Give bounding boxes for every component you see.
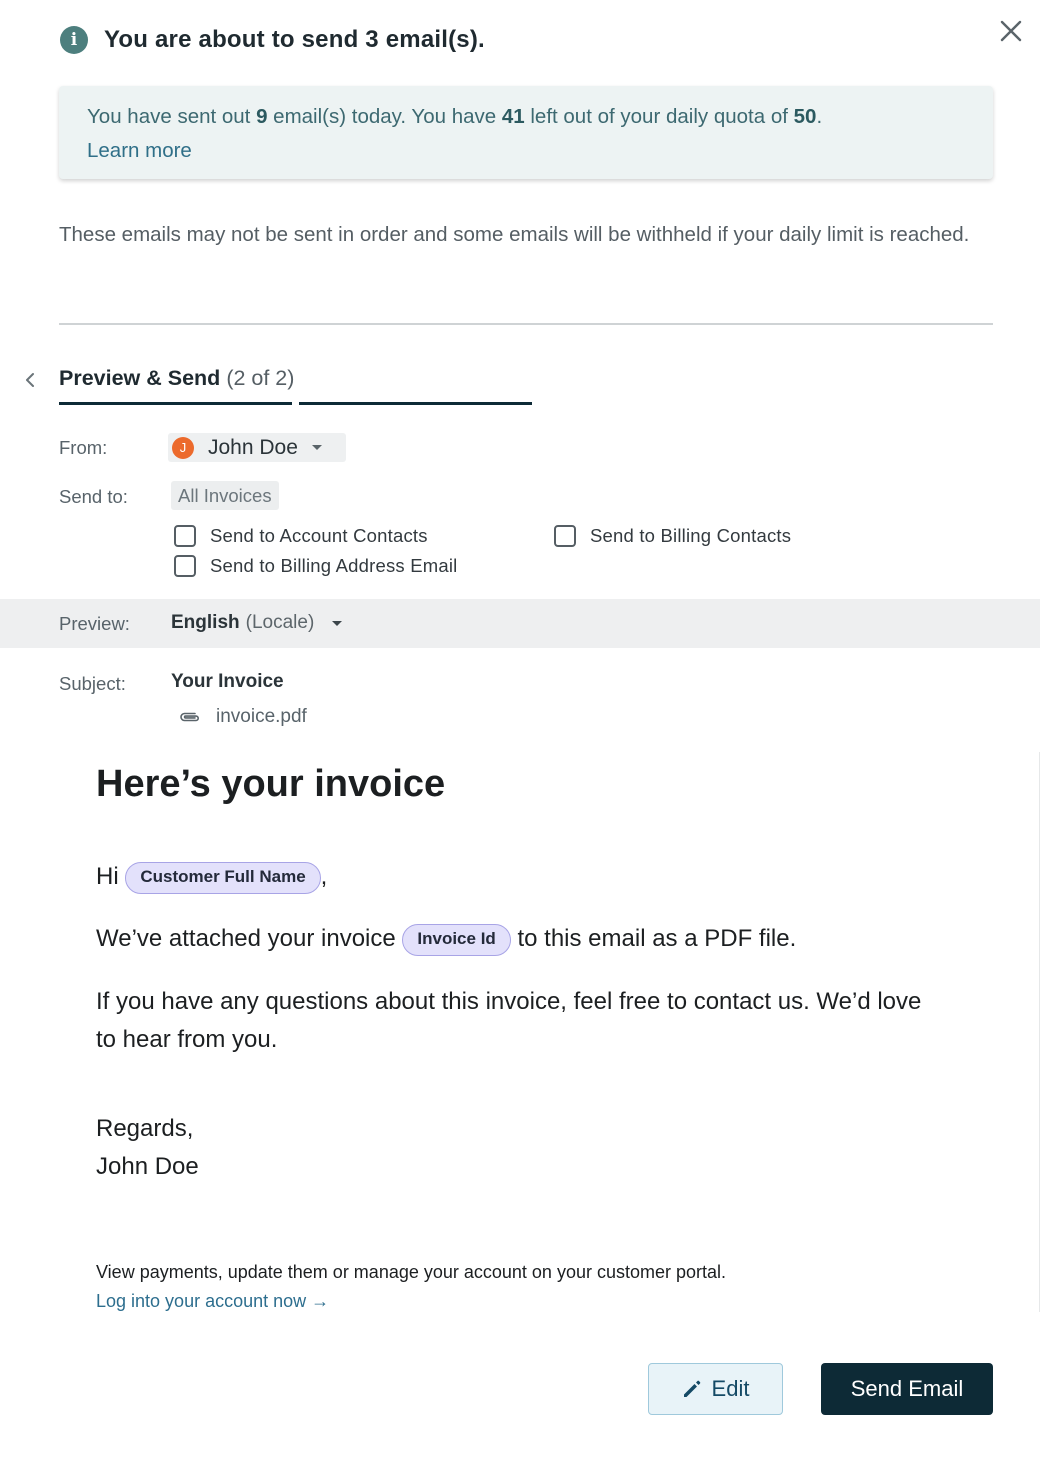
email-line-attached: We’ve attached your invoice Invoice Id to this email as a PDF file.: [96, 920, 796, 958]
from-label: From:: [59, 437, 108, 458]
from-name: John Doe: [208, 435, 298, 459]
quota-total: 50: [793, 105, 817, 128]
attachment-name: invoice.pdf: [216, 706, 307, 727]
email-footer-text: View payments, update them or manage your account on your customer portal.: [96, 1262, 727, 1282]
divider: [59, 323, 993, 325]
placeholder-chip-customer-name: Customer Full Name: [125, 862, 320, 894]
email-signature: John Doe: [96, 1153, 199, 1180]
info-icon: i: [60, 26, 88, 54]
checkbox[interactable]: [554, 525, 576, 547]
step-progress-1: [59, 402, 292, 405]
back-chevron-icon[interactable]: [22, 370, 38, 390]
portal-login-link[interactable]: Log into your account now →: [96, 1291, 330, 1311]
quota-banner: [59, 86, 993, 179]
send-email-button[interactable]: Send Email: [821, 1363, 993, 1415]
chevron-down-icon: [312, 445, 322, 450]
sent-count: 9: [256, 105, 268, 128]
close-icon[interactable]: [998, 18, 1024, 44]
dialog-title: You are about to send 3 email(s).: [104, 26, 485, 53]
attachment[interactable]: [178, 706, 307, 728]
email-greeting: Hi Customer Full Name ,: [96, 858, 327, 896]
learn-more-link[interactable]: Learn more: [87, 139, 192, 162]
left-count: 41: [501, 105, 525, 128]
email-line-questions: If you have any questions about this invoice, feel free to contact us. We’d love to hear from you.: [96, 988, 922, 1053]
email-heading: Here’s your invoice: [96, 763, 446, 805]
step-progress-2: [299, 402, 532, 405]
email-regards: Regards,: [96, 1115, 194, 1142]
checkbox-account-contacts[interactable]: Send to Account Contacts: [174, 525, 428, 547]
preview-bar: [0, 599, 1040, 648]
preview-label: Preview:: [59, 613, 130, 634]
subject-value: Your Invoice: [171, 671, 284, 692]
quota-message: You have sent out 9 email(s) today. You have 41 left out of your daily quota of 50.: [87, 105, 823, 128]
locale-select[interactable]: English (Locale): [171, 612, 342, 634]
avatar: J: [172, 437, 194, 459]
order-warning: These emails may not be sent in order and some emails will be withheld if your daily limit is reached.: [59, 223, 970, 246]
step-title: Preview & Send (2 of 2): [59, 366, 295, 390]
chevron-down-icon: [332, 621, 342, 626]
send-to-tag: All Invoices: [171, 481, 279, 510]
placeholder-chip-invoice-id: Invoice Id: [402, 924, 510, 956]
from-select[interactable]: [168, 433, 346, 462]
subject-label: Subject:: [59, 673, 126, 694]
checkbox[interactable]: [174, 555, 196, 577]
dialog-header: [60, 26, 485, 54]
pencil-icon: [682, 1379, 702, 1399]
send-to-label: Send to:: [59, 486, 128, 507]
checkbox[interactable]: [174, 525, 196, 547]
edit-button[interactable]: Edit: [648, 1363, 783, 1415]
paperclip-icon: [178, 710, 202, 724]
checkbox-billing-contacts[interactable]: Send to Billing Contacts: [554, 525, 791, 547]
checkbox-billing-address-email[interactable]: Send to Billing Address Email: [174, 555, 457, 577]
